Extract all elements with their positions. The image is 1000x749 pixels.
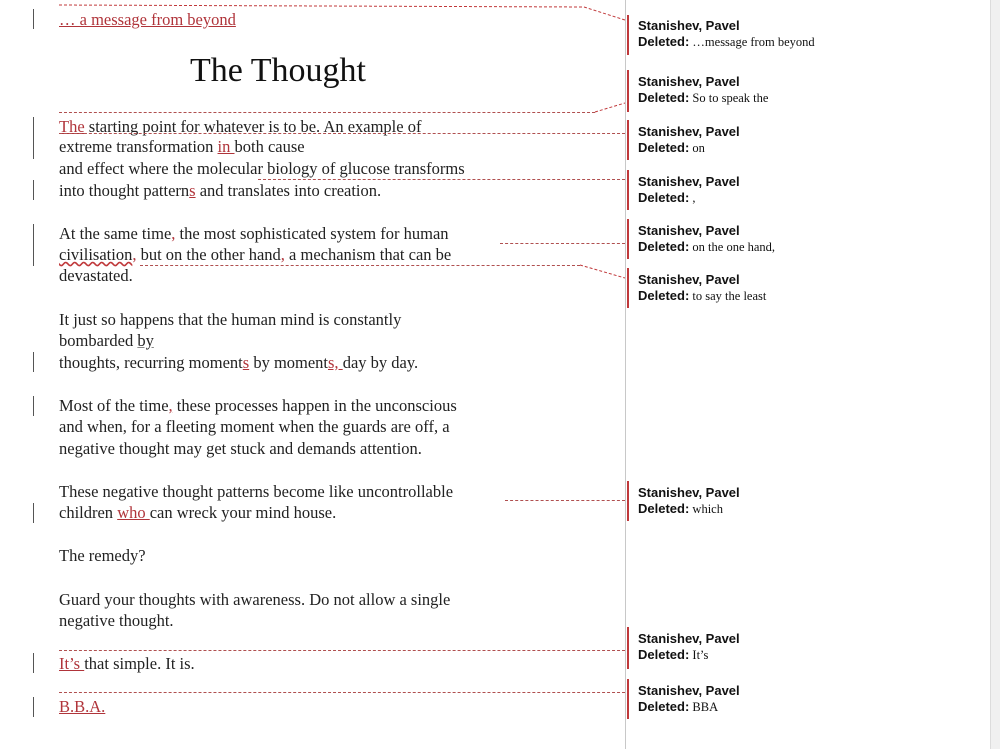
deleted-text: BBA bbox=[689, 700, 719, 714]
paragraph-3-line-3: thoughts, recurring moments by moments, day by day. bbox=[59, 353, 419, 372]
deleted-text: to say the least bbox=[689, 289, 767, 303]
paragraph-7-line-1: Guard your thoughts with awareness. Do not allow a single bbox=[59, 590, 451, 609]
balloon-bar bbox=[627, 679, 629, 719]
comment-balloon[interactable]: Stanishev, Pavel Deleted: , bbox=[638, 174, 740, 205]
paragraph-1-line-4: into thought patterns and translates into creation. bbox=[59, 181, 382, 200]
comment-author: Stanishev, Pavel bbox=[638, 631, 740, 646]
balloon-bar bbox=[627, 481, 629, 521]
comment-author: Stanishev, Pavel bbox=[638, 223, 740, 238]
insertion: It’s bbox=[59, 654, 85, 673]
insertion: s bbox=[242, 353, 250, 372]
paragraph-8: It’s that simple. It is. bbox=[59, 654, 195, 673]
paragraph-4-line-1: Most of the time, these processes happen in the unconscious bbox=[59, 396, 457, 415]
page-title: The Thought bbox=[190, 52, 366, 89]
balloon-bar bbox=[627, 70, 629, 112]
insertion: s bbox=[189, 181, 196, 200]
paragraph-1-line-1: The starting point for whatever is to be. An example of bbox=[59, 117, 422, 136]
insertion: , bbox=[168, 396, 173, 415]
deleted-text: So to speak the bbox=[689, 91, 769, 105]
comment-author: Stanishev, Pavel bbox=[638, 485, 740, 500]
comment-balloon[interactable]: Stanishev, Pavel Deleted: It’s bbox=[638, 631, 740, 662]
paragraph-1-line-2: extreme transformation in both cause bbox=[59, 137, 305, 156]
comment-author: Stanishev, Pavel bbox=[638, 272, 740, 287]
insertion: , bbox=[171, 224, 176, 243]
connector-line bbox=[580, 265, 625, 278]
insertion: by bbox=[137, 331, 154, 350]
paragraph-3-line-1: It just so happens that the human mind is constantly bbox=[59, 310, 402, 329]
paragraph-2-line-3: devastated. bbox=[59, 266, 133, 285]
paragraph-4-line-3: negative thought may get stuck and demands attention. bbox=[59, 439, 422, 458]
insertion: who bbox=[117, 503, 150, 522]
comment-author: Stanishev, Pavel bbox=[638, 124, 740, 139]
comment-balloon[interactable]: Stanishev, Pavel Deleted: which bbox=[638, 485, 740, 516]
comment-balloon[interactable]: Stanishev, Pavel Deleted: on the one hand, bbox=[638, 223, 776, 254]
balloon-bar bbox=[627, 268, 629, 308]
paragraph-5-line-2: children who can wreck your mind house. bbox=[59, 503, 337, 522]
paragraph-6: The remedy? bbox=[59, 546, 146, 565]
deleted-text: , bbox=[689, 191, 696, 205]
deleted-text: on the one hand, bbox=[689, 240, 776, 254]
comment-author: Stanishev, Pavel bbox=[638, 74, 740, 89]
deleted-text: …message from beyond bbox=[689, 35, 815, 49]
comment-balloon[interactable]: Stanishev, Pavel Deleted: So to speak the bbox=[638, 74, 769, 105]
deleted-text: which bbox=[689, 502, 723, 516]
insertion: , bbox=[280, 245, 285, 264]
insertion: , bbox=[132, 245, 137, 264]
paragraph-1-line-3: and effect where the molecular biology of glucose transforms bbox=[59, 159, 465, 178]
comment-balloon[interactable]: Stanishev, Pavel Deleted: on bbox=[638, 124, 740, 155]
comment-balloon[interactable]: Stanishev, Pavel Deleted: BBA bbox=[638, 683, 740, 714]
balloon-bar bbox=[627, 15, 629, 55]
comment-author: Stanishev, Pavel bbox=[638, 174, 740, 189]
balloon-bar bbox=[627, 627, 629, 669]
connector-line bbox=[595, 103, 625, 112]
comment-balloon[interactable]: Stanishev, Pavel Deleted: to say the least bbox=[638, 272, 767, 303]
spelling-flag[interactable]: civilisation bbox=[59, 245, 133, 264]
comment-author: Stanishev, Pavel bbox=[638, 683, 740, 698]
window-edge bbox=[990, 0, 1000, 749]
insertion: in bbox=[217, 137, 235, 156]
paragraph-2-line-1: At the same time, the most sophisticated system for human bbox=[59, 224, 449, 243]
paragraph-7-line-2: negative thought. bbox=[59, 611, 174, 630]
balloon-bar bbox=[627, 120, 629, 160]
deleted-text: on bbox=[689, 141, 705, 155]
paragraph-3-line-2: bombarded by bbox=[59, 331, 154, 350]
paragraph-5-line-1: These negative thought patterns become like uncontrollable bbox=[59, 482, 454, 501]
insertion: s, bbox=[328, 353, 343, 372]
balloon-bar bbox=[627, 219, 629, 259]
deleted-text: It’s bbox=[689, 648, 709, 662]
signature: B.B.A. bbox=[59, 697, 106, 716]
connector-line bbox=[59, 5, 625, 20]
paragraph-4-line-2: and when, for a fleeting moment when the guards are off, a bbox=[59, 417, 450, 436]
insertion: The bbox=[59, 117, 85, 136]
comment-balloon[interactable]: Stanishev, Pavel Deleted: …message from beyond bbox=[638, 18, 815, 49]
balloon-bar bbox=[627, 170, 629, 210]
header-link[interactable]: … a message from beyond bbox=[59, 10, 236, 29]
comment-author: Stanishev, Pavel bbox=[638, 18, 740, 33]
paragraph-2-line-2: civilisation, but on the other hand, a mechanism that can be bbox=[59, 245, 452, 264]
